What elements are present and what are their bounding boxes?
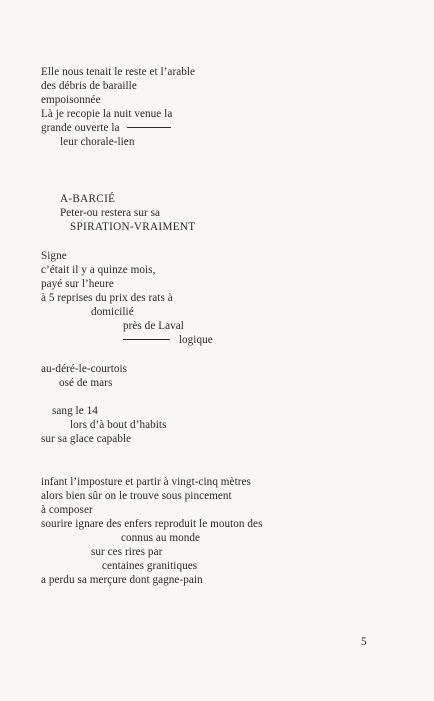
- em-dash-rule: [127, 127, 171, 128]
- poem-line: au-déré-le-courtois: [41, 363, 128, 375]
- poem-line: à composer: [41, 504, 93, 516]
- poem-line: Signe: [41, 250, 67, 262]
- em-dash-rule: [123, 339, 170, 340]
- poem-line: osé de mars: [59, 377, 113, 389]
- poem-line: des débris de baraille: [41, 80, 137, 92]
- poem-line: infant l’imposture et partir à vingt-cinq mètres: [41, 476, 251, 488]
- poem-line: sur sa glace capable: [41, 433, 132, 445]
- poem-line: c’était il y a quinze mois,: [41, 264, 156, 276]
- poem-line: leur chorale-lien: [60, 136, 135, 148]
- poem-line-text: grande ouverte la: [41, 122, 120, 134]
- poem-line-with-dash: [41, 121, 171, 135]
- poem-line: SPIRATION-VRAIMENT: [70, 221, 196, 233]
- poem-line: Là je recopie la nuit venue la: [41, 108, 173, 120]
- poem-line: sourire ignare des enfers reproduit le mouton des: [41, 518, 263, 530]
- poem-line: lors d’à bout d’habits: [70, 419, 167, 431]
- poem-line: alors bien sûr on le trouve sous pincement: [41, 490, 232, 502]
- page-number: 5: [361, 636, 367, 648]
- poem-line: payé sur l’heure: [41, 278, 114, 290]
- poem-line: Elle nous tenait le reste et l’arable: [41, 66, 196, 78]
- poem-line: domicilié: [91, 306, 134, 318]
- poem-line: connus au monde: [121, 532, 201, 544]
- poem-line: près de Laval: [123, 320, 184, 332]
- poem-line: sang le 14: [52, 405, 98, 417]
- poem-line: Peter-ou restera sur sa: [60, 207, 161, 219]
- poem-line: centaines granitiques: [102, 560, 198, 572]
- poem-line-with-dash: [123, 333, 213, 347]
- poem-line: sur ces rires par: [91, 546, 163, 558]
- poem-line-text: logique: [178, 334, 213, 346]
- poem-line: à 5 reprises du prix des rats à: [41, 292, 173, 304]
- poem-line: a perdu sa merçure dont gagne-pain: [41, 574, 203, 586]
- poem-line: empoisonnée: [41, 94, 101, 106]
- poem-line: A-BARCIÉ: [60, 193, 116, 205]
